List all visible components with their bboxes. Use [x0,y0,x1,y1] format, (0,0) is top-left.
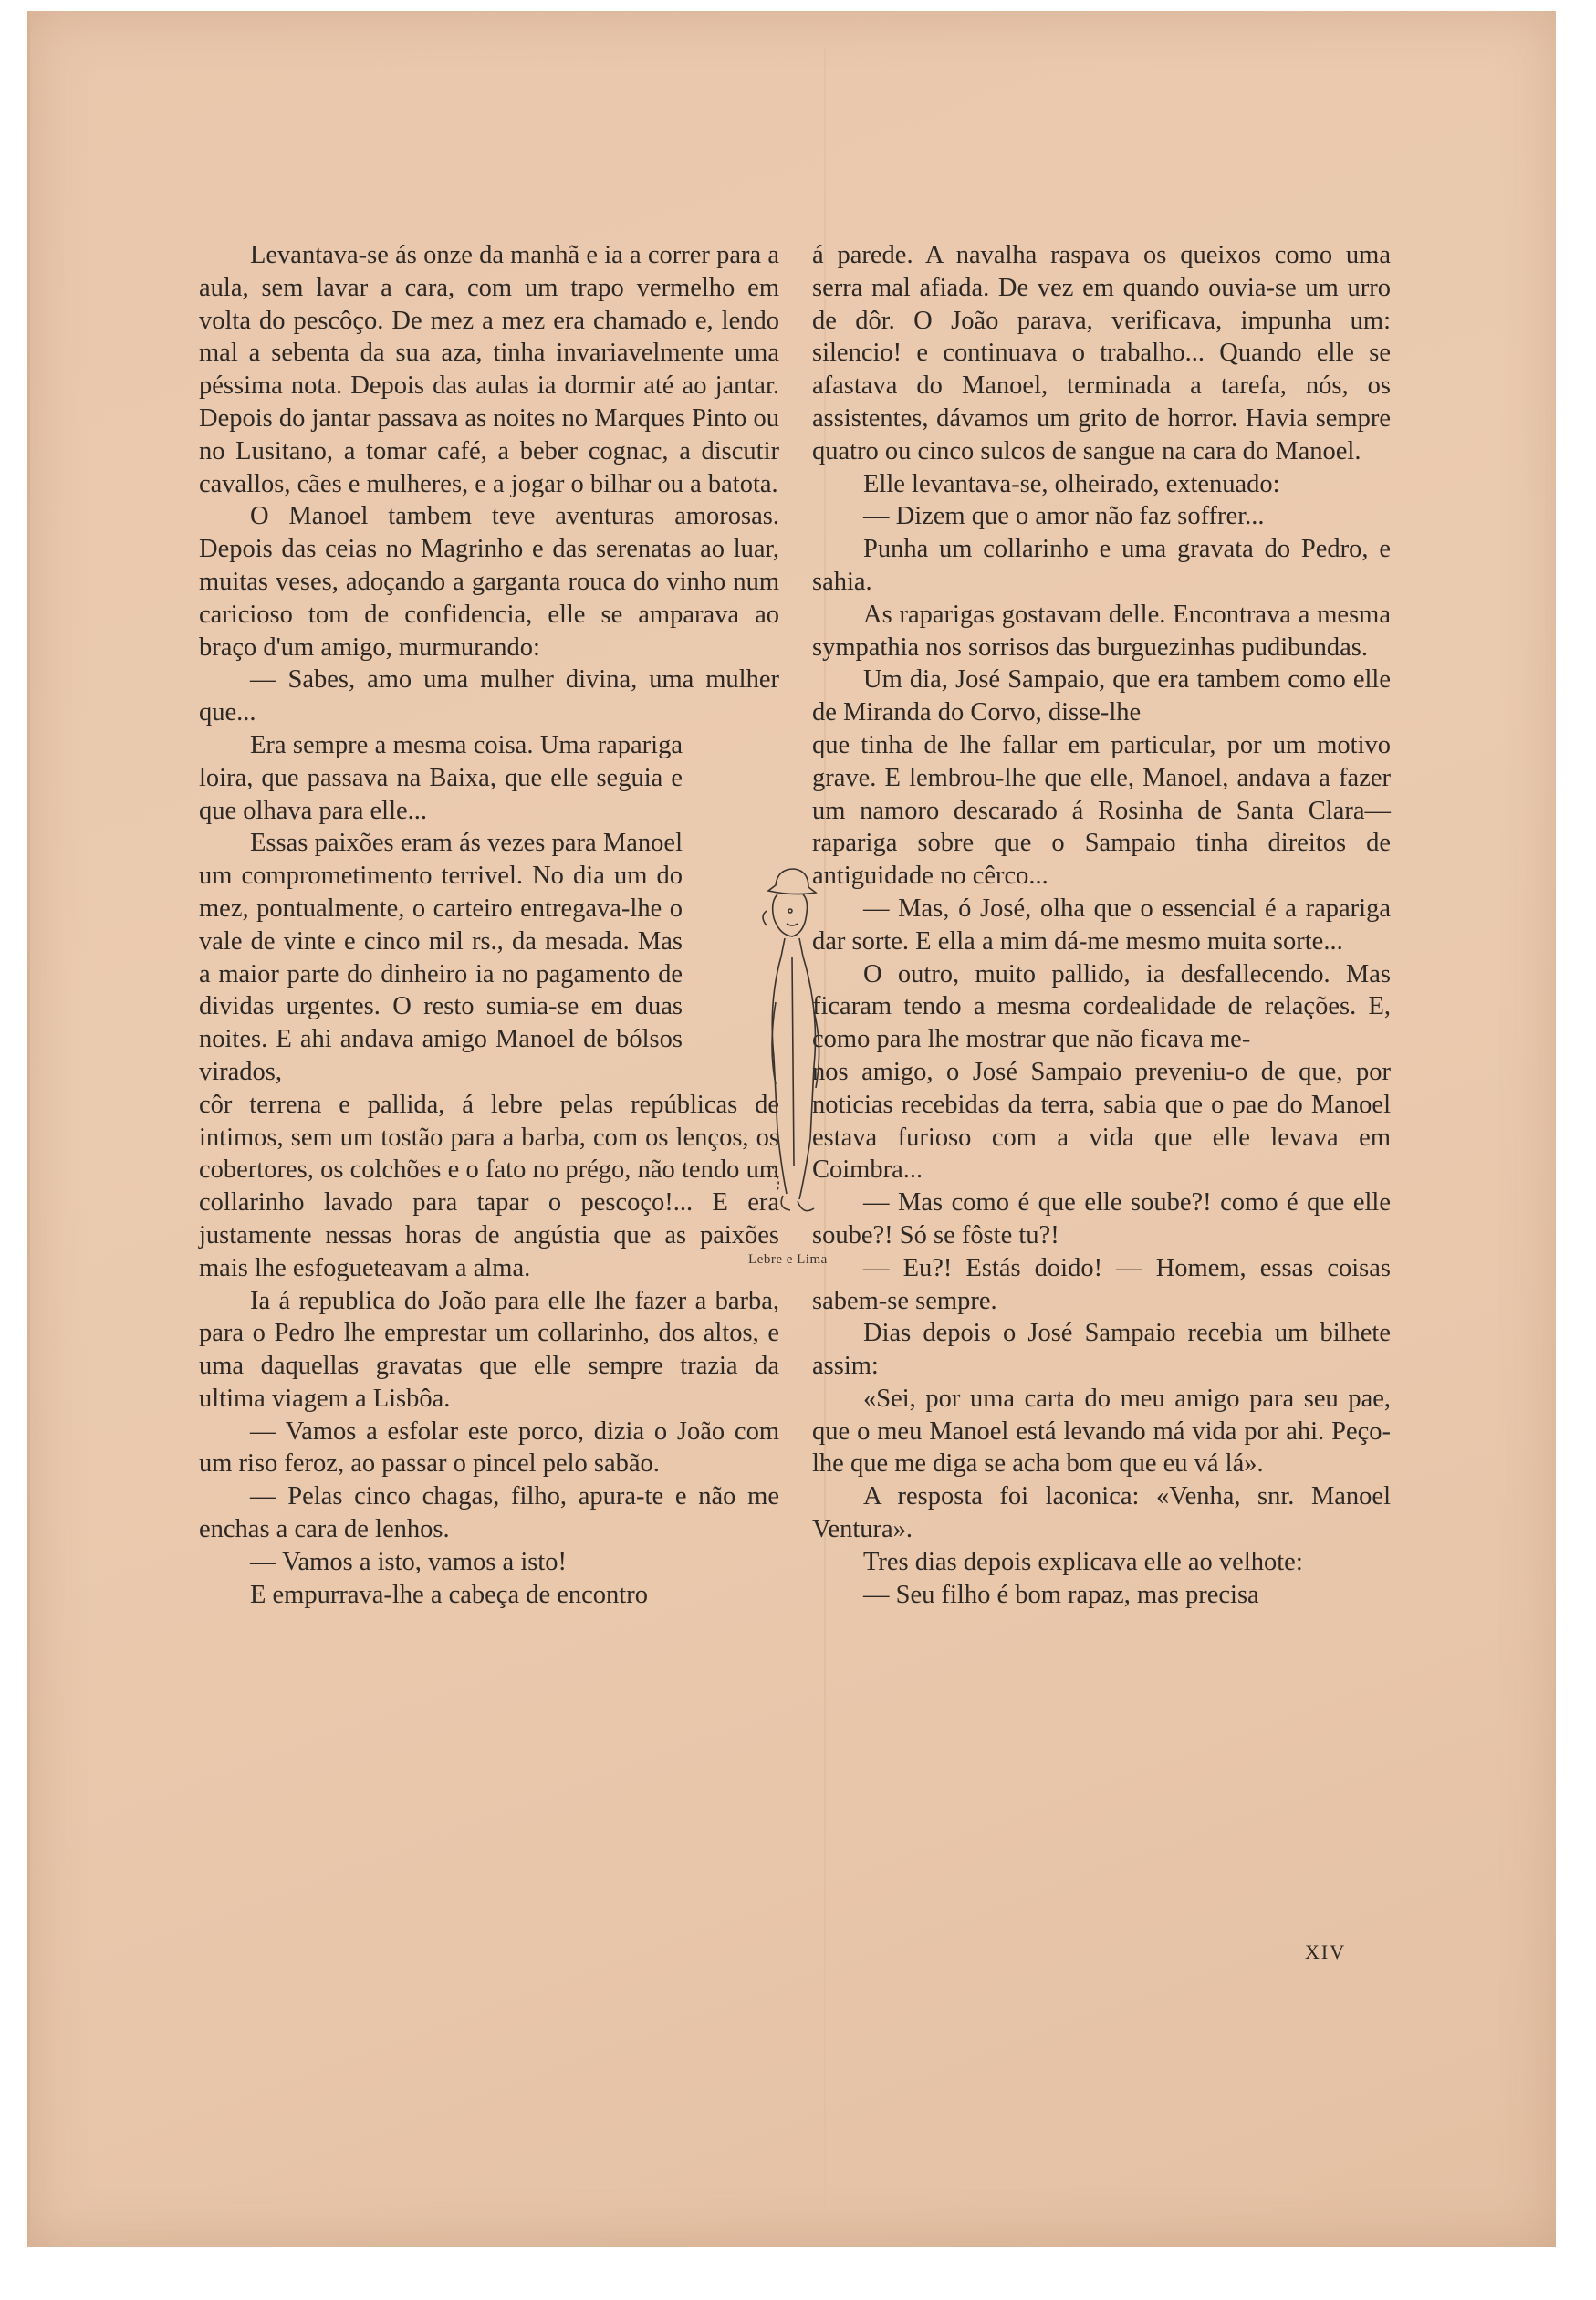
paragraph: Um dia, José Sampaio, que era tambem como elle de Miranda do Corvo, disse-lhe [812,665,1391,727]
paragraph: Punha um collarinho e uma gravata do Pedro, e sahia. [812,535,1391,596]
paragraph: — Sabes, amo uma mulher divina, uma mulher que... [199,665,779,727]
paragraph: A resposta foi laconica: «Venha, snr. Manoel Ventura». [812,1482,1391,1544]
paragraph: E empurrava-lhe a cabeça de encontro [250,1580,648,1609]
paragraph: — Vamos a isto, vamos a isto! [250,1547,567,1576]
paragraph: Ia á republica do João para elle lhe fazer a barba, para o Pedro lhe emprestar um collarinho, dos altos, e uma daquellas gravatas que elle sempre trazia da ultima viagem a Lisbôa. [199,1286,779,1413]
left-column [199,239,779,1611]
paragraph: — Seu filho é bom rapaz, mas precisa [863,1580,1259,1609]
page-number: XIV [1305,1940,1347,1963]
paragraph: Levantava-se ás onze da manhã e ia a correr para a aula, sem lavar a cara, com um trapo vermelho em volta do pescôço. De mez a mez era chamado e, lendo mal a sebenta da sua aza, tinha invariavelmente uma péssima nota. Depois das aulas ia dormir até ao jantar. Depois do jantar passava as noites no Marques Pinto ou no Lusitano, a tomar café, a beber cognac, a discutir cavallos, cães e mulheres, e a jogar o bilhar ou a batota. [199,241,779,498]
paragraph: — Pelas cinco chagas, filho, apura-te e não me enchas a cara de lenhos. [199,1482,779,1544]
right-column [812,239,1391,1611]
paragraph: Era sempre a mesma coisa. Uma rapariga loira, que passava na Baixa, que elle seguia e que olhava para elle... [199,730,683,825]
paragraph: Dias depois o José Sampaio recebia um bilhete assim: [812,1319,1391,1381]
paragraph: — Mas, ó José, olha que o essencial é a rapariga dar sorte. E ella a mim dá-me mesmo muita sorte... [812,894,1391,956]
hat [768,869,816,894]
caricature-illustration [750,865,838,1239]
paragraph: As raparigas gostavam delle. Encontrava a mesma sympathia nos sorrisos das burguezinhas pudibundas. [812,600,1391,662]
paragraph: Essas paixões eram ás vezes para Manoel um comprometimento terrivel. No dia um do mez, pontualmente, o carteiro entregava-lhe o vale de vinte e cinco mil rs., da mesada. Mas a maior parte do dinheiro ia no pagamento de dividas urgentes. O resto sumia-se em duas noites. E ahi andava amigo Manoel de bólsos virados, [199,829,683,1086]
paragraph: que tinha de lhe fallar em particular, por um motivo grave. E lembrou-lhe que elle, Manoel, andava a fazer um namoro descarado á Rosinha de Santa Clara—rapariga sobre que o Sampaio tinha direitos de antiguidade no cêrco... [812,730,1391,891]
paragraph: — Mas como é que elle soube?! como é que elle soube?! Só se fôste tu?! [812,1188,1391,1249]
paragraph: — Vamos a esfolar este porco, dizia o João com um riso feroz, ao passar o pincel pelo sabão. [199,1417,779,1479]
paragraph: Tres dias depois explicava elle ao velhote: [863,1547,1303,1576]
illustration-caption: Lebre e Lima [748,1252,828,1267]
paragraph: côr terrena e pallida, á lebre pelas repúblicas de intimos, sem um tostão para a barba, com os lenços, os cobertores, os colchões e o fato no prégo, não tendo um collarinho lavado para tapar o pescoço!... E era justamente nessas horas de angústia que as paixões mais lhe esfogueteavam a alma. [199,1090,779,1282]
paragraph: — Eu?! Estás doido! — Homem, essas coisas sabem-se sempre. [812,1253,1391,1315]
paragraph: O Manoel tambem teve aventuras amorosas. Depois das ceias no Magrinho e das serenatas ao luar, muitas veses, adoçando a garganta rouca do vinho num caricioso tom de confidencia, elle se amparava ao braço d'um amigo, murmurando: [199,502,779,662]
paragraph: nos amigo, o José Sampaio preveniu-o de que, por noticias recebidas da terra, sabia que o pae do Manoel estava furioso com a vida que elle levava em Coimbra... [812,1057,1391,1185]
paragraph: «Sei, por uma carta do meu amigo para seu pae, que o meu Manoel está levando má vida por ahi. Peço-lhe que me diga se acha bom que eu vá lá». [812,1384,1391,1479]
paragraph: — Dizem que o amor não faz soffrer... [863,502,1265,531]
paragraph: O outro, muito pallido, ia desfallecendo. Mas ficaram tendo a mesma cordealidade de relações. E, como para lhe mostrar que não ficava me- [812,959,1391,1054]
paragraph: á parede. A navalha raspava os queixos como uma serra mal afiada. De vez em quando ouvia-se um urro de dôr. O João parava, verificava, impunha um: silencio! e continuava o trabalho... Quando elle se afastava do Manoel, terminada a tarefa, nós, os assistentes, dávamos um grito de horror. Havia sempre quatro ou cinco sulcos de sangue na cara do Manoel. [812,241,1391,465]
paragraph: Elle levantava-se, olheirado, extenuado: [863,469,1280,498]
